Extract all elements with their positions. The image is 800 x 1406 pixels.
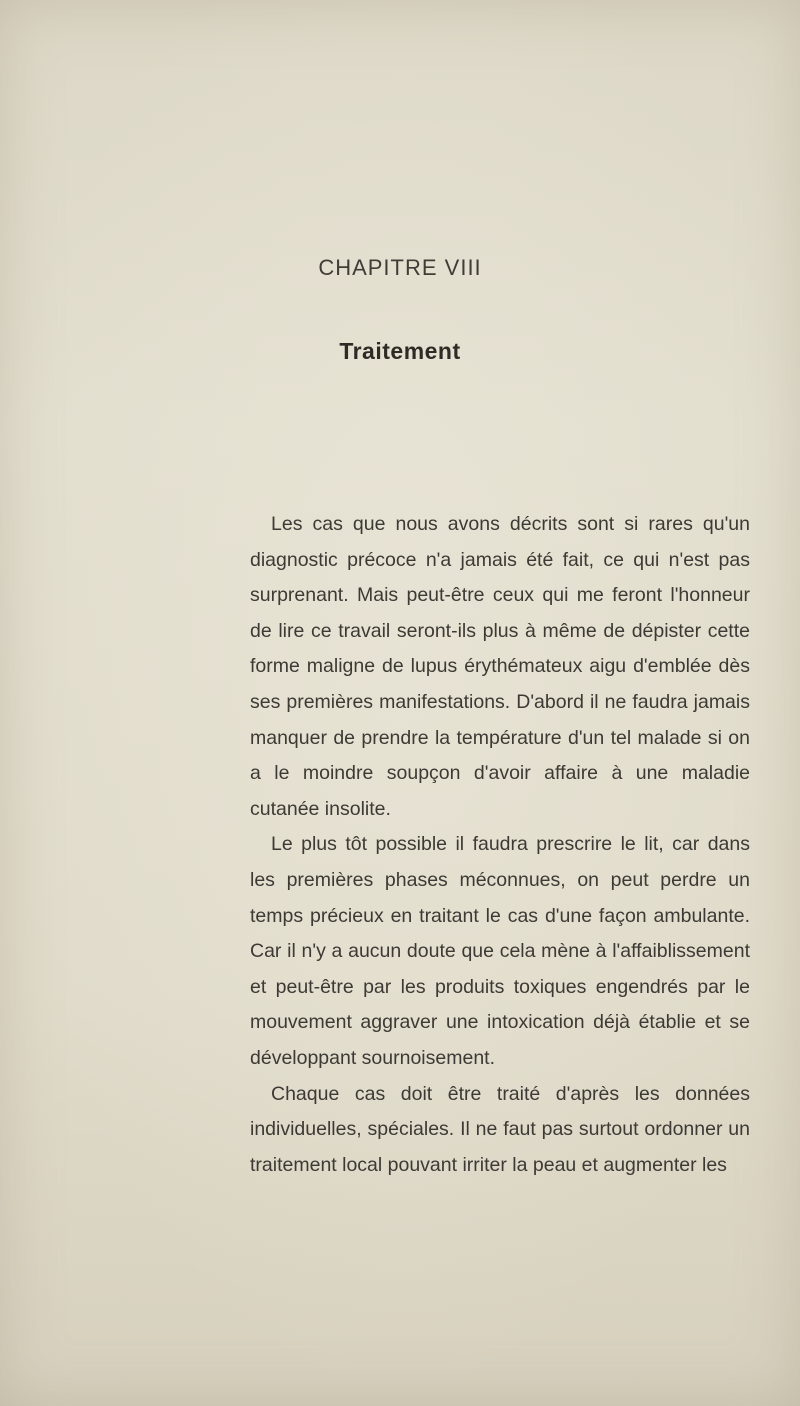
paragraph: Chaque cas doit être traité d'après les données individuelles, spéciales. Il ne faut pas surtout ordonner un traitement local pouvant irriter la peau et augmenter les (250, 1082, 750, 1176)
chapter-heading: CHAPITRE VIII (318, 255, 482, 280)
paragraph: Les cas que nous avons décrits sont si rares qu'un diagnostic précoce n'a jamais été fait, ce qui n'est pas surprenant. Mais peut-être ceux qui me feront l'honneur de lire ce travail seront-ils plus à même de dépister cette forme maligne de lupus érythémateux aigu d'emblée dès ses premières manifestations. D'abord il ne faudra jamais manquer de prendre la température d'un tel malade si on a le moindre soupçon d'avoir affaire à une maladie cutanée insolite. (250, 513, 750, 820)
body-text (250, 507, 750, 1183)
paragraph: Le plus tôt possible il faudra prescrire le lit, car dans les premières phases méconnues, on peut perdre un temps précieux en traitant le cas d'une façon ambulante. Car il n'y a aucun doute que cela mène à l'affaiblissement et peut-être par les produits toxiques engendrés par le mouvement aggraver une intoxication déjà établie et se développant sournoisement. (250, 833, 750, 1069)
section-title: Traitement (339, 338, 461, 364)
